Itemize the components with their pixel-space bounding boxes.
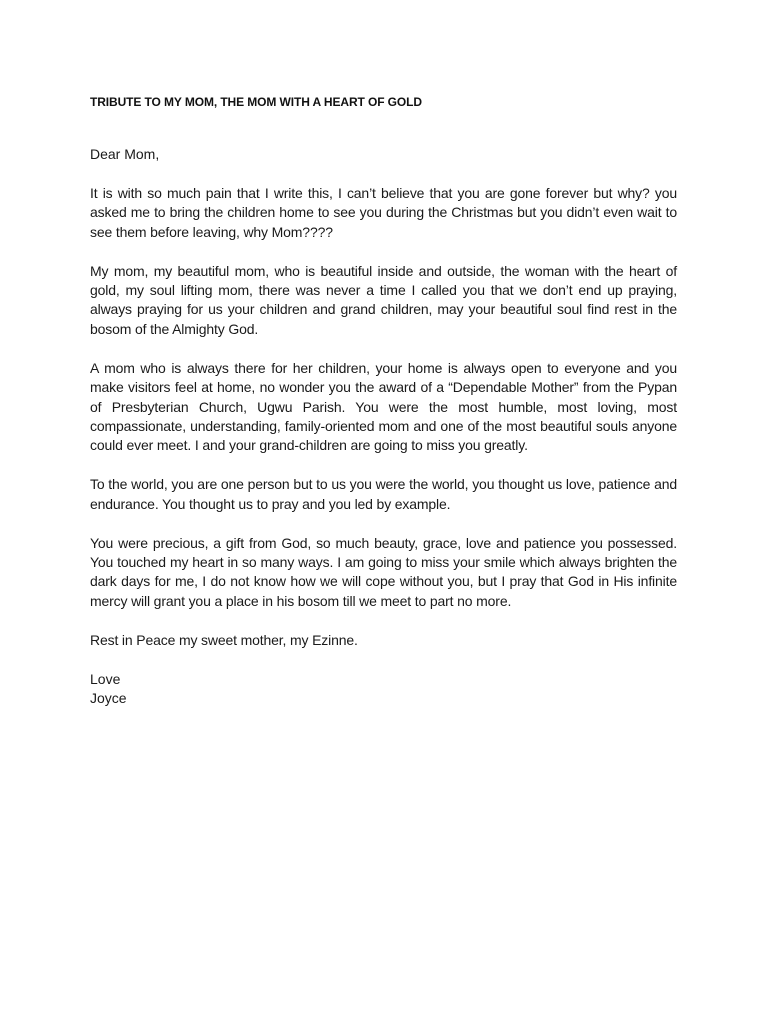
paragraph-6: Rest in Peace my sweet mother, my Ezinne. (90, 631, 358, 648)
signature: Joyce (90, 690, 127, 707)
paragraph-2: My mom, my beautiful mom, who is beautiful inside and outside, the woman with the heart of gold, my soul lifting mom, there was never a time I called you that we don’t end up praying, always praying for us your children and grand children, may your beautiful soul find rest in the bosom of the Almighty God. (90, 262, 677, 337)
paragraph-5: You were precious, a gift from God, so much beauty, grace, love and patience you possessed. You touched my heart in so many ways. I am going to miss your smile which always brighten the dark days for me, I do not know how we will cope without you, but I pray that God in His infinite mercy will grant you a place in his bosom till we meet to part no more. (90, 534, 677, 609)
document-title: TRIBUTE TO MY MOM, THE MOM WITH A HEART OF GOLD (90, 95, 422, 109)
letter-body (90, 93, 677, 708)
paragraph-3: A mom who is always there for her children, your home is always open to everyone and you make visitors feel at home, no wonder you the award of a “Dependable Mother” from the Pypan of Presbyterian Church, Ugwu Parish. You were the most humble, most loving, most compassionate, understanding, family-oriented mom and one of the most beautiful souls anyone could ever meet. I and your grand-children are going to miss you greatly. (90, 359, 677, 454)
salutation: Dear Mom, (90, 146, 160, 162)
paragraph-1: It is with so much pain that I write this, I can’t believe that you are gone forever but why? you asked me to bring the children home to see you during the Christmas but you didn’t even wait to see them before leaving, why Mom???? (90, 184, 677, 240)
paragraph-4: To the world, you are one person but to us you were the world, you thought us love, patience and endurance. You thought us to pray and you led by example. (90, 476, 677, 512)
closing: Love (90, 670, 121, 687)
